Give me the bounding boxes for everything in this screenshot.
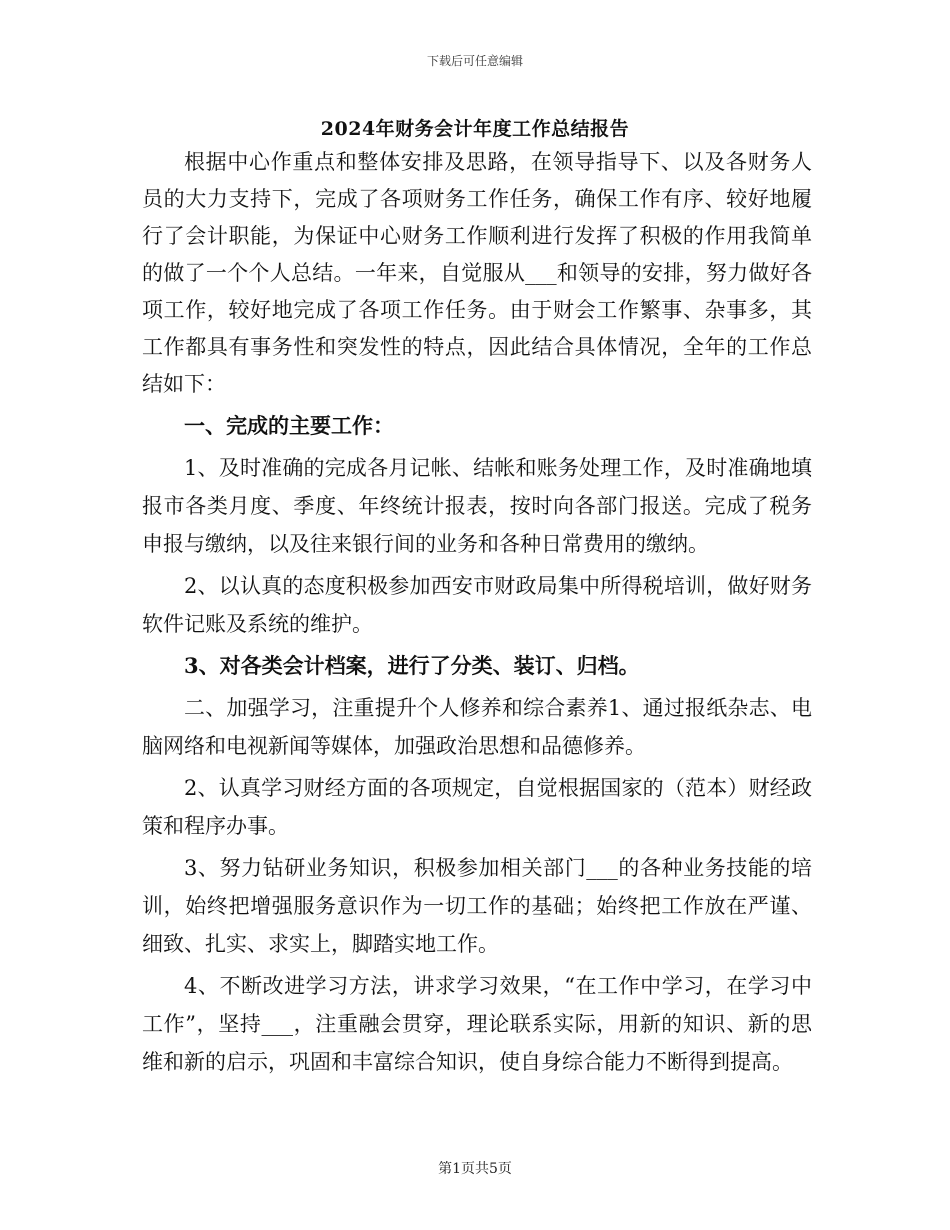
document-body: [142, 144, 812, 1081]
header-note: 下载后可任意编辑: [426, 54, 523, 68]
list-item-1: 1、及时准确的完成各月记帐、结帐和账务处理工作，及时准确地填报市各类月度、季度、年终统计报表，按时向各部门报送。完成了税务申报与缴纳，以及往来银行间的业务和各种日常费用的缴纳。: [142, 456, 812, 556]
list-item-2-3: 3、努力钻研业务知识，积极参加相关部门___的各种业务技能的培训，始终把增强服务意识作为一切工作的基础；始终把工作放在严谨、细致、扎实、求实上，脚踏实地工作。: [142, 856, 812, 956]
document-title: 2024年财务会计年度工作总结报告: [320, 118, 630, 140]
list-item-2-4: 4、不断改进学习方法，讲求学习效果，“在工作中学习，在学习中工作”，坚持___，注重融会贯穿，理论联系实际，用新的知识、新的思维和新的启示，巩固和丰富综合知识，使自身综合能力不断得到提高。: [142, 974, 812, 1074]
page-footer: 第1页共5页: [438, 1161, 512, 1177]
list-item-2-2: 2、认真学习财经方面的各项规定，自觉根据国家的（范本）财经政策和程序办事。: [142, 776, 812, 838]
section-heading-2: 二、加强学习，注重提升个人修养和综合素养1、通过报纸杂志、电脑网络和电视新闻等媒体，加强政治思想和品德修养。: [142, 696, 812, 758]
list-item-2: 2、以认真的态度积极参加西安市财政局集中所得税培训，做好财务软件记账及系统的维护。: [142, 574, 812, 636]
intro-paragraph: 根据中心作重点和整体安排及思路，在领导指导下、以及各财务人员的大力支持下，完成了各项财务工作任务，确保工作有序、较好地履行了会计职能，为保证中心财务工作顺利进行发挥了积极的作用我简单的做了一个个人总结。一年来，自觉服从___和领导的安排，努力做好各项工作，较好地完成了各项工作任务。由于财会工作繁事、杂事多，其工作都具有事务性和突发性的特点，因此结合具体情况，全年的工作总结如下：: [142, 150, 812, 396]
list-item-3: 3、对各类会计档案，进行了分类、装订、归档。: [184, 653, 640, 678]
section-heading-1: 一、完成的主要工作：: [184, 413, 394, 438]
